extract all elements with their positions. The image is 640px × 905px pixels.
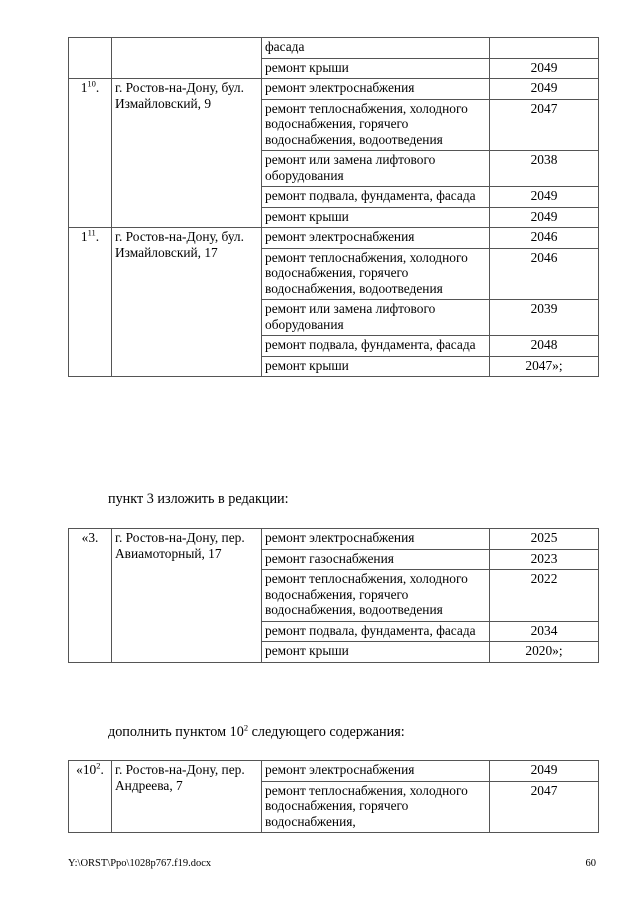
year-cell: 2038: [490, 151, 599, 187]
work-type-cell: ремонт газоснабжения: [262, 549, 490, 570]
work-type-cell: ремонт теплоснабжения, холодного водоснабжения, горячего водоснабжения, водоотведения: [262, 248, 490, 300]
footer-file-path: Y:\ORST\Ppo\1028p767.f19.docx: [68, 858, 212, 869]
work-type-cell: ремонт крыши: [262, 642, 490, 663]
year-cell: 2020»;: [490, 642, 599, 663]
year-cell: 2047: [490, 99, 599, 151]
item-number-superscript: 11: [87, 227, 96, 238]
item-number: «3.: [81, 530, 99, 545]
year-cell: 2047»;: [490, 356, 599, 377]
item-number-cell: [69, 529, 112, 663]
table-continuation: [68, 37, 599, 377]
address-cell: г. Ростов-на-Дону, пер. Андреева, 7: [112, 761, 262, 833]
table-row: [69, 228, 599, 249]
year-cell: [490, 38, 599, 59]
work-type-cell: ремонт крыши: [262, 356, 490, 377]
table-row: [69, 529, 599, 550]
year-cell: 2048: [490, 336, 599, 357]
address-cell: г. Ростов-на-Дону, пер. Авиамоторный, 17: [112, 529, 262, 663]
year-cell: 2023: [490, 549, 599, 570]
paragraph-superscript: 2: [243, 722, 249, 733]
work-type-cell: ремонт теплоснабжения, холодного водоснабжения, горячего водоснабжения, водоотведения: [262, 99, 490, 151]
work-type-cell: ремонт электроснабжения: [262, 761, 490, 782]
work-type-cell: ремонт электроснабжения: [262, 529, 490, 550]
item-number-suffix: .: [100, 762, 104, 777]
table-punkt-3: [68, 528, 599, 663]
item-number-superscript: 2: [96, 760, 101, 771]
year-cell: 2049: [490, 207, 599, 228]
year-cell: 2022: [490, 570, 599, 622]
item-number: 1: [80, 229, 88, 244]
work-type-cell: ремонт или замена лифтового оборудования: [262, 300, 490, 336]
work-type-cell: ремонт электроснабжения: [262, 79, 490, 100]
work-type-cell: ремонт теплоснабжения, холодного водоснабжения, горячего водоснабжения, водоотведения: [262, 570, 490, 622]
work-type-cell: ремонт крыши: [262, 207, 490, 228]
item-number-cell: [69, 761, 112, 833]
item-number-cell: [69, 228, 112, 377]
item-number-suffix: .: [95, 80, 100, 95]
item-number-cell: [69, 38, 112, 79]
paragraph-text-after: следующего содержания:: [248, 724, 405, 740]
item-number-suffix: .: [95, 229, 100, 244]
work-type-cell: ремонт подвала, фундамента, фасада: [262, 336, 490, 357]
year-cell: 2039: [490, 300, 599, 336]
year-cell: 2047: [490, 781, 599, 833]
footer-page-number: 60: [585, 858, 596, 869]
year-cell: 2046: [490, 228, 599, 249]
address-cell: г. Ростов-на-Дону, бул. Измайловский, 9: [112, 79, 262, 228]
work-type-cell: фасада: [262, 38, 490, 59]
work-type-cell: ремонт подвала, фундамента, фасада: [262, 621, 490, 642]
year-cell: 2049: [490, 761, 599, 782]
year-cell: 2025: [490, 529, 599, 550]
table-row: [69, 38, 599, 59]
year-cell: 2049: [490, 79, 599, 100]
address-cell: [112, 38, 262, 79]
paragraph-punkt-3: пункт 3 изложить в редакции:: [108, 491, 289, 507]
work-type-cell: ремонт подвала, фундамента, фасада: [262, 187, 490, 208]
year-cell: 2049: [490, 187, 599, 208]
table-punkt-10-2: [68, 760, 599, 833]
work-type-cell: ремонт или замена лифтового оборудования: [262, 151, 490, 187]
paragraph-text-before: дополнить пунктом 10: [108, 724, 244, 740]
item-number: «10: [76, 762, 97, 777]
table-row: [69, 79, 599, 100]
work-type-cell: ремонт крыши: [262, 58, 490, 79]
item-number-cell: [69, 79, 112, 228]
year-cell: 2046: [490, 248, 599, 300]
item-number: 1: [80, 80, 88, 95]
year-cell: 2049: [490, 58, 599, 79]
work-type-cell: ремонт теплоснабжения, холодного водоснабжения, горячего водоснабжения,: [262, 781, 490, 833]
year-cell: 2034: [490, 621, 599, 642]
table-row: [69, 761, 599, 782]
work-type-cell: ремонт электроснабжения: [262, 228, 490, 249]
item-number-superscript: 10: [87, 78, 96, 89]
paragraph-punkt-10-2: [108, 724, 405, 741]
address-cell: г. Ростов-на-Дону, бул. Измайловский, 17: [112, 228, 262, 377]
